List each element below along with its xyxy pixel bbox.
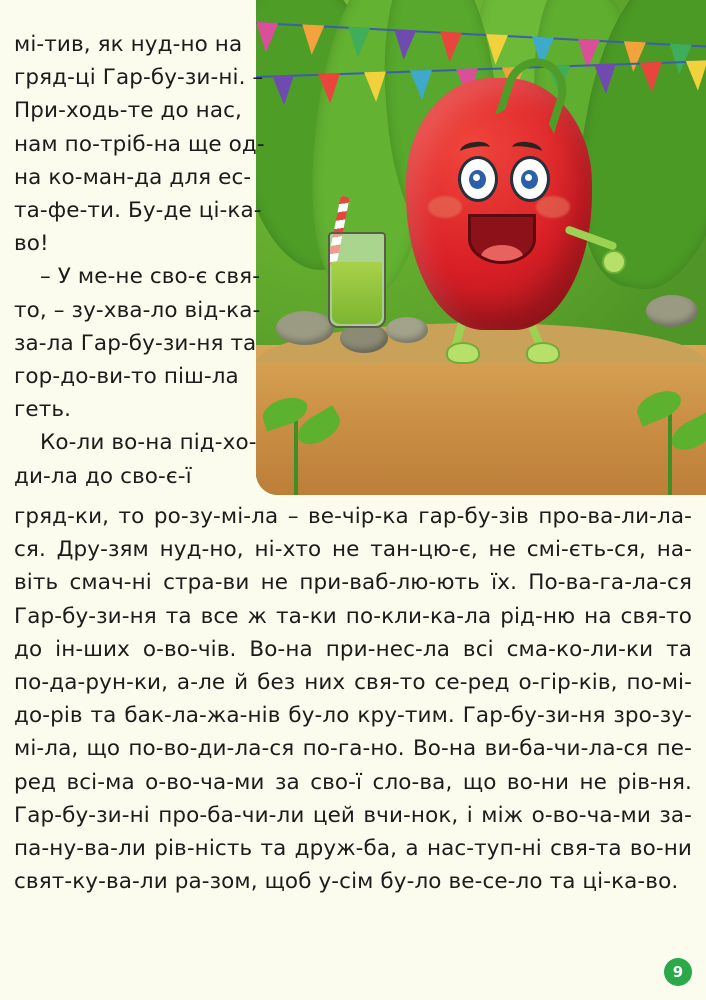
- paragraph: Ко-ли во-на під-хо-ди-ла до сво-є-ї: [14, 430, 257, 489]
- sprout-plant: [626, 375, 706, 495]
- pepper-foot: [446, 342, 480, 364]
- juice-glass: [328, 232, 386, 328]
- text-block-full-width: [14, 500, 692, 898]
- pepper-mouth: [468, 214, 536, 264]
- paragraph: гряд-ки, то ро-зу-мі-ла – ве-чір-ка гар-бу-зів про-ва-ли-ла-ся. Дру-зям нуд-но, ні-хто не тан-цю-є, не смі-єть-ся, на-віть смач-ні стра-ви не при-ваб-лю-ють їх. По-ва-га-ла-ся Гар-бу-зи-ня та все ж та-ки по-кли-ка-ла рід-ню на свя-то до ін-ших о-во-чів. Во-на при-нес-ла всі сма-ко-ли-ки та по-да-рун-ки, а-ле й без них свя-то се-ред о-гір-ків, по-мі-до-рів та бак-ла-жа-нів бу-ло кру-тим. Гар-бу-зи-ня зро-зу-мі-ла, що по-во-ди-ла-ся по-га-но. Во-на ви-ба-чи-ла-ся пе-ред всі-ма о-во-ча-ми за сво-ї сло-ва, що во-ни не рів-ня. Гар-бу-зи-ні про-ба-чи-ли цей вчи-нок, і між о-во-ча-ми за-па-ну-ва-ли рів-ність та друж-ба, а нас-туп-ні свя-та во-ни свят-ку-ва-ли ра-зом, щоб у-сім бу-ло ве-се-ло та ці-ка-во.: [14, 504, 692, 895]
- pepper-cheek: [428, 196, 462, 218]
- pepper-foot: [526, 342, 560, 364]
- stone: [646, 295, 698, 327]
- pepper-eye: [510, 156, 550, 202]
- text-column-narrow: [14, 28, 268, 493]
- pepper-eye: [458, 156, 498, 202]
- paragraph: мі-тив, як нуд-но на гряд-ці Гар-бу-зи-ні. – При-ходь-те до нас, нам по-тріб-на ще од-на ко-ман-да для ес-та-фе-ти. Бу-де ці-ка-во!: [14, 32, 265, 257]
- pepper-character-illustration: [256, 0, 706, 495]
- paragraph: – У ме-не сво-є свя-то, – зу-хва-ло від-ка-за-ла Гар-бу-зи-ня та гор-до-ви-то піш-ла геть.: [14, 264, 261, 423]
- sprout-plant: [256, 375, 342, 495]
- page-number: 9: [664, 958, 692, 986]
- stone: [276, 311, 334, 345]
- juice-liquid: [332, 262, 382, 324]
- pepper-character: [406, 58, 592, 358]
- pepper-hand: [602, 250, 626, 274]
- pepper-cheek: [536, 196, 570, 218]
